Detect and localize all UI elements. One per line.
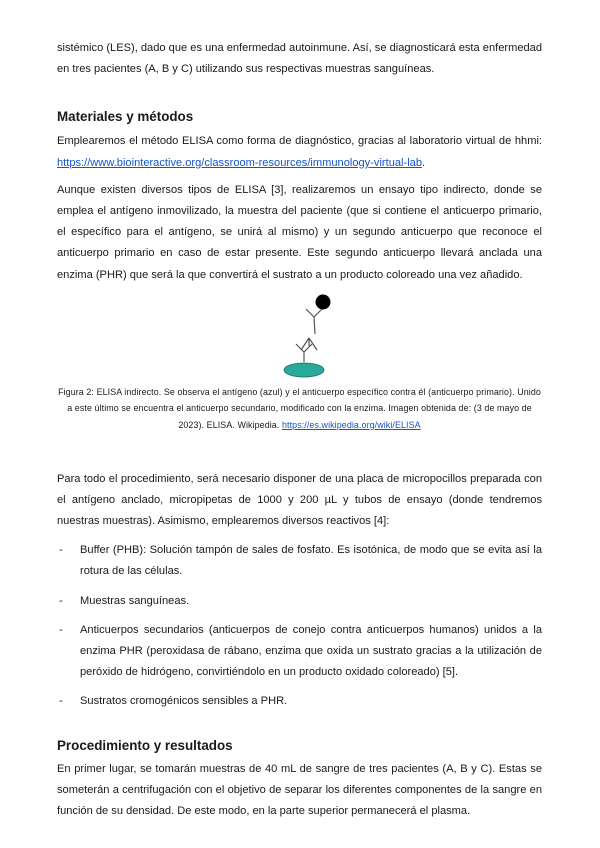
list-bullet: - [59,623,63,636]
procedure-intro-paragraph: Para todo el procedimiento, será necesario disponer de una placa de micropocillos preparada con el antígeno anclado, micropipetas de 1000 y 200 µL y tubos de ensayo (donde tendremos nuestras muestras). Asimismo, emplearemos diversos reactivos [4]: [57,472,542,528]
list-item-text: Sustratos cromogénicos sensibles a PHR. [80,695,288,708]
list-bullet: - [59,695,63,708]
materials-heading: Materiales y métodos [57,109,194,125]
primary-antibody-arm-lower-right [304,344,312,352]
elisa-diagram [257,290,397,382]
list-item-text: Muestras sanguíneas. [80,594,190,607]
intro-paragraph: sistémico (LES), dado que es una enfermedad autoinmune. Así, se diagnosticará esta enfermedad en tres pacientes (A, B y C) utilizando sus respectivas muestras sanguíneas. [57,42,542,76]
list-item-text: Buffer (PHB): Solución tampón de sales de fosfato. Es isotónica, de modo que se evita así la rotura de las células. [80,544,542,578]
materials-p1-text: Emplearemos el método ELISA como forma de diagnóstico, gracias al laboratorio virtual de hhmi: [57,135,542,148]
wikipedia-link[interactable]: https://es.wikipedia.org/wiki/ELISA [281,420,421,431]
list-item [57,620,542,684]
list-bullet: - [59,594,63,607]
materials-p1-end: . [422,156,426,169]
materials-paragraph-1 [57,131,542,173]
figure-caption [57,384,542,434]
procedure-heading: Procedimiento y resultados [57,737,233,753]
figure-caption-text: Figura 2: ELISA indirecto. Se observa el antígeno (azul) y el anticuerpo específico contra él (anticuerpo primario). Unido a este último se encuentra el anticuerpo secundario, modificado con la enzima. Imagen obtenida de: (3 de mayo de 2023). ELISA. Wikipedia. [58,386,541,431]
enzyme-circle [316,294,331,309]
secondary-antibody-stem [314,317,315,334]
list-item [57,591,542,612]
procedure-paragraph-1: En primer lugar, se tomarán muestras de 40 mL de sangre de tres pacientes (A, B y C). Estas se someterán a centrifugación con el objetivo de separar los diferentes componentes de la sangre en función de su densidad. De este modo, en la parte superior permanecerá el plasma. [57,762,542,818]
list-item [57,540,542,582]
secondary-antibody-arm-left [306,309,314,317]
elisa-figure [57,290,542,382]
list-item [57,691,542,712]
antigen-ellipse [284,363,324,377]
list-bullet: - [59,544,63,557]
document-body [57,38,542,822]
reagents-list [57,540,542,712]
hhmi-link[interactable]: https://www.biointeractive.org/classroom-resources/immunology-virtual-lab [57,156,422,169]
materials-paragraph-2: Aunque existen diversos tipos de ELISA [3], realizaremos un ensayo tipo indirecto, donde se emplea el antígeno inmovilizado, la muestra del paciente (que si contiene el anticuerpo primario, el específico para el antígeno, se unirá al mismo) y un segundo anticuerpo que reconoce el anticuerpo primario en caso de estar presente. Este segundo anticuerpo llevará anclada una enzima (PHR) que será la que convertirá el sustrato a un producto coloreado una vez añadido. [57,183,542,281]
primary-antibody-arm-right [309,338,317,350]
list-item-text: Anticuerpos secundarios (anticuerpos de conejo contra anticuerpos humanos) unidos a la enzima PHR (peroxidasa de rábano, enzima que oxida un sustrato gracias a la utilización de peróxido de hidrógeno, convirtiéndolo en un producto oxidado coloreado) [5]. [80,623,542,679]
secondary-antibody-arm-right [314,309,322,317]
